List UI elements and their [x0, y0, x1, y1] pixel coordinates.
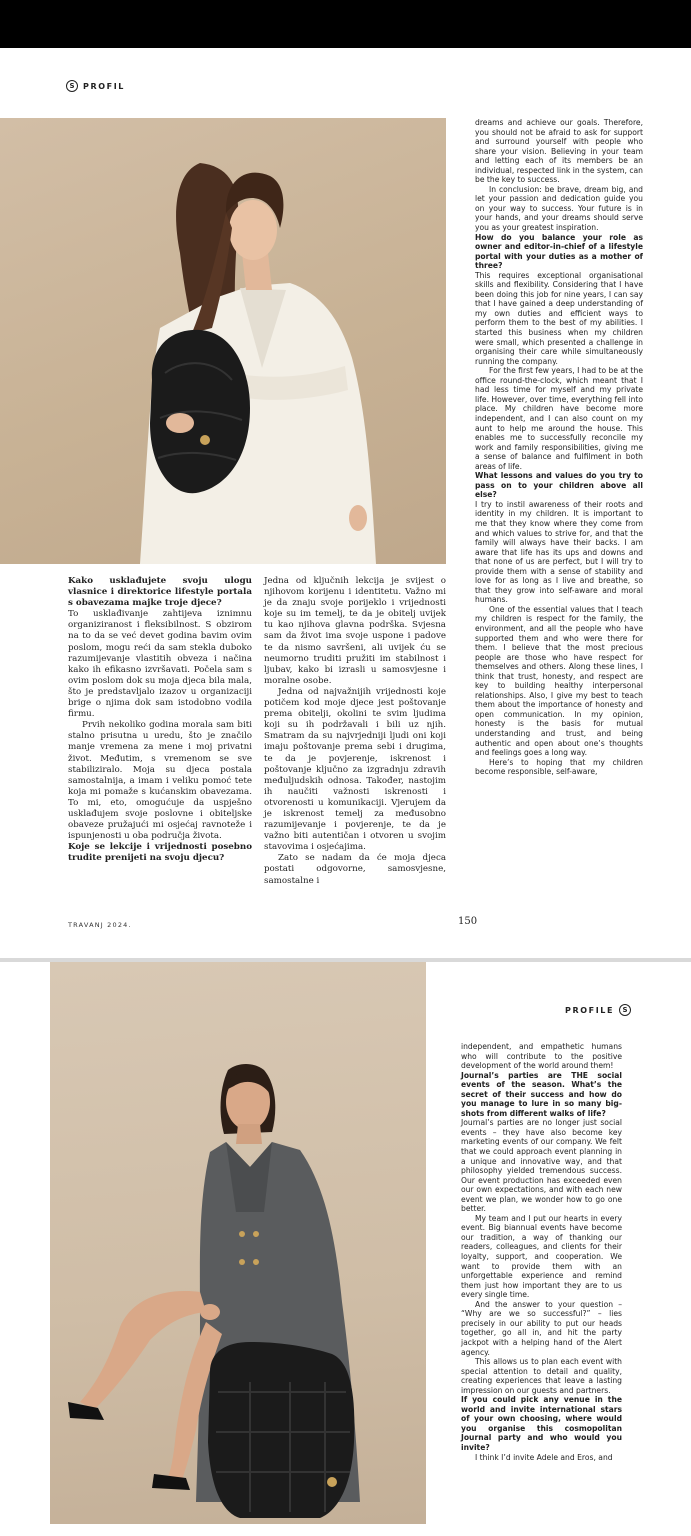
- section-badge-icon: S: [619, 1004, 631, 1016]
- paragraph: Zato se nadam da će moja djeca postati odgovorne, samosvjesne, samostalne i: [264, 853, 446, 886]
- section-label-profil: [66, 80, 125, 92]
- magazine-page-150: [0, 48, 691, 958]
- question-heading: Koje se lekcije i vrijednosti posebno trudite prenijeti na svoju djecu?: [68, 842, 252, 864]
- paragraph: This requires exceptional organisational skills and flexibility. Considering that I have been doing this job for nine years, I can say that I have gained a deep understanding of my own duties and efficient ways to perform them to the best of my abilities. I started this business when my children were small, which presented a challenge in organising their care while simultaneously running the company.: [475, 270, 643, 366]
- paragraph: To usklađivanje zahtijeva iznimnu organiziranost i fleksibilnost. S obzirom na to da se već devet godina bavim ovim poslom, mogu reći da sam stekla duboko razumijevanje vlastitih obveza i načina kako ih efikasno izvršavati. Počela sam s ovim poslom dok su moja djeca bila mala, što je predstavljalo izazov u organizaciji brige o njima dok sam istodobno vodila firmu.: [68, 609, 252, 720]
- question-heading: Journal’s parties are THE social events of the season. What’s the secret of their success and how do you manage to lure in so many big-shots from different walks of life?: [461, 1070, 622, 1118]
- portrait-photo-white-coat: [0, 118, 446, 564]
- section-label-text: PROFIL: [83, 81, 125, 91]
- portrait-illustration: [0, 118, 446, 564]
- question-heading: If you could pick any venue in the world and invite international stars of your own choosing, where would you organise this cosmopolitan Journal party and who would you invite?: [461, 1395, 622, 1452]
- paragraph: I think I’d invite Adele and Eros, and: [475, 1452, 613, 1462]
- paragraph: I try to instil awareness of their roots and identity in my children. It is important to me that they know where they come from and which values to strive for, and that the family will always have their backs. I am aware that life has its ups and downs and that none of us are perfect, but I will try to provide them with a sense of stability and love for as long as I live and breathe, so that they grow into self-aware and moral humans.: [475, 499, 643, 605]
- magazine-page-151: [0, 962, 691, 1536]
- paragraph: Jedna od najvažnijih vrijednosti koje potičem kod moje djece jest poštovanje prema obitelji, okolini te svim ljudima koji su ih podržavali i bili uz njih. Smatram da su najvrjedniji ljudi oni koji imaju poštovanje prema sebi i drugima, te da je povjerenje, iskrenost i poštovanje ključno za izgradnju zdravih međuljudskih odnosa. Također, nastojim ih naučiti važnosti iskrenosti i otvorenosti u komunikaciji. Vjerujem da je iskrenost temelj za međusobno razumijevanje i povjerenje, te da je važno biti autentičan i otvoren u svojim stavovima i osjećajima.: [264, 686, 446, 853]
- paragraph: This allows us to plan each event with special attention to detail and quality, creating experiences that leave a lasting impression on our guests and partners.: [461, 1357, 622, 1395]
- question-heading: What lessons and values do you try to pass on to your children above all else?: [475, 471, 643, 500]
- paragraph: dreams and achieve our goals. Therefore, you should not be afraid to ask for support and surround yourself with people who share your vision. Believing in your team and letting each of its members be an individual, respected link in the system, can be the key to success.: [475, 118, 643, 185]
- paragraph: Jedna od ključnih lekcija je svijest o njihovom korijenu i identitetu. Važno mi je da znaju svoje porijeklo i vrijednosti koje su im temelj, te da je obitelj uvijek tu kao njihova glavna podrška. Svjesna sam da život ima svoje uspone i padove te da nismo savršeni, ali uvijek ću se neumorno truditi pružiti im stabilnost i ljubav, kako bi izrasli u samosvjesne i moralne osobe.: [264, 576, 446, 686]
- paragraph: For the first few years, I had to be at the office round-the-clock, which meant that I had less time for myself and my private life. However, over time, everything fell into place. My children have become more independent, and I can also count on my aunt to help me around the house. This enables me to successfully reconcile my work and family responsibilities, giving me a sense of balance and fulfilment in both areas of life.: [475, 366, 644, 471]
- paragraph: And the answer to your question – “Why are we so successful?” – lies precisely in our ability to put our heads together, go all in, and hit the party jackpot with a helping hand of the Alert agency.: [461, 1299, 622, 1357]
- portrait-photo-grey-blazer: [50, 962, 426, 1524]
- section-label-profile: [565, 1004, 631, 1016]
- article-column-4: [461, 1042, 622, 1462]
- paragraph: Journal’s parties are no longer just social events – they have also become key marketing events of our company. We felt that we could approach event planning in a unique and innovative way, and that philosophy yielded tremendous success. Our event production has exceeded even our own expectations, and with each new event we plan, we wonder how to go one better.: [461, 1118, 622, 1214]
- article-column-2: [264, 576, 446, 887]
- paragraph: In conclusion: be brave, dream big, and let your passion and dedication guide you on your way to success. Your future is in your hands, and your dreams should serve you as your greatest inspiration.: [475, 184, 643, 233]
- section-badge-icon: S: [66, 80, 78, 92]
- paragraph: Here’s to hoping that my children become responsible, self-aware,: [475, 757, 643, 777]
- article-column-1: [68, 576, 252, 864]
- paragraph: One of the essential values that I teach my children is respect for the family, the environment, and all the people who have supported them and who were there for them. I believe that the most precious people are those who have respect for themselves and others. Along these lines, I think that trust, honesty, and respect are key to building healthy interpersonal relationships. Also, I give my best to teach them about the importance of honesty and open communication. In my opinion, honesty is the basis for mutual understanding and trust, and being authentic and open about one’s thoughts and feelings goes a long way.: [475, 604, 643, 758]
- paragraph: Prvih nekoliko godina morala sam biti stalno prisutna u uredu, što je značilo manje vremena za mene i moj privatni život. Međutim, s vremenom se sve stabiliziralo. Moja su djeca postala samostalnija, a imam i veliku pomoć tete koja mi pomaže s kućanskim obavezama. To mi, eto, omogućuje da uspješno usklađujem svoje poslovne i obiteljske obaveze pružajući mi osjećaj ravnoteže i ispunjenosti u oba područja života.: [68, 720, 252, 842]
- section-label-text: PROFILE: [565, 1005, 615, 1015]
- paragraph: independent, and empathetic humans who will contribute to the positive development of the world around them!: [461, 1042, 622, 1071]
- issue-date: TRAVANJ 2024.: [68, 921, 132, 929]
- paragraph: My team and I put our hearts in every event. Big biannual events have become our tradition, a way of thanking our readers, colleagues, and clients for their loyalty, support, and cooperation. We want to provide them with an unforgettable experience and remind them just how important they are to us every single time.: [461, 1213, 622, 1300]
- article-column-3: [475, 118, 643, 777]
- portrait-illustration: [50, 962, 426, 1524]
- question-heading: How do you balance your role as owner and editor-in-chief of a lifestyle portal with your duties as a mother of three?: [475, 232, 643, 271]
- page-number: 150: [458, 916, 478, 927]
- top-black-bar: [0, 0, 691, 48]
- question-heading: Kako usklađujete svoju ulogu vlasnice i direktorice lifestyle portala s obavezama majke troje djece?: [68, 576, 252, 609]
